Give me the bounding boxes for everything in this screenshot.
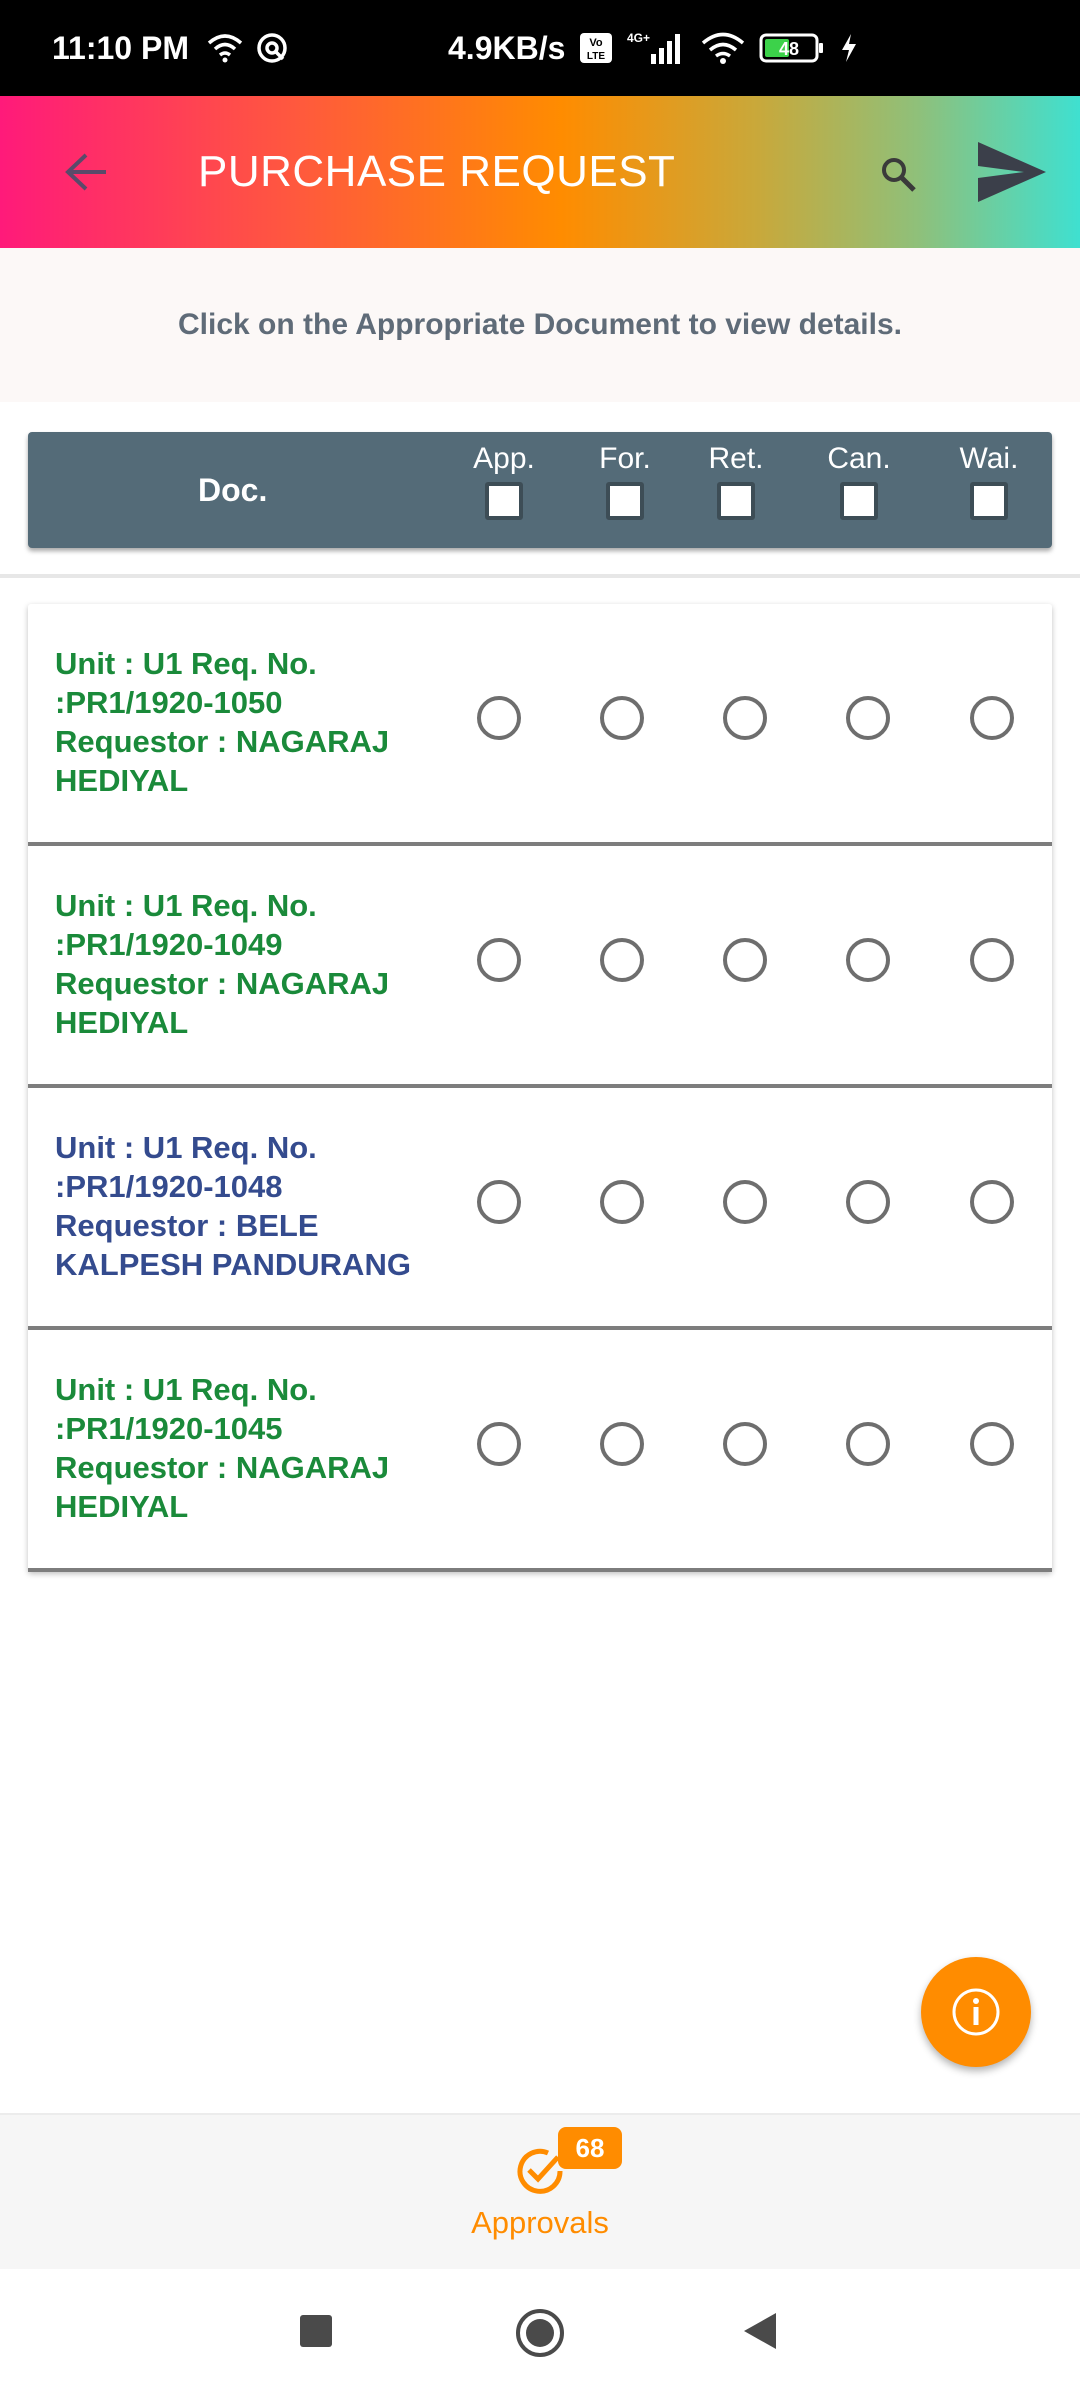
header-col-ret bbox=[691, 442, 781, 520]
page-title: PURCHASE REQUEST bbox=[198, 147, 676, 196]
wait-radio[interactable] bbox=[970, 1422, 1014, 1466]
cancel-radio[interactable] bbox=[846, 1422, 890, 1466]
return-radio[interactable] bbox=[723, 1422, 767, 1466]
triangle-back-icon bbox=[742, 2311, 778, 2351]
list-item[interactable] bbox=[28, 1330, 1052, 1572]
document-list bbox=[28, 604, 1052, 1572]
list-item[interactable] bbox=[28, 604, 1052, 846]
bottom-nav bbox=[0, 2113, 1080, 2269]
data-saver-icon bbox=[255, 31, 289, 65]
approve-radio[interactable] bbox=[477, 696, 521, 740]
select-all-wai-checkbox[interactable] bbox=[970, 482, 1008, 520]
approve-radio[interactable] bbox=[477, 938, 521, 982]
approve-radio[interactable] bbox=[477, 1180, 521, 1224]
header-col-label: Wai. bbox=[959, 442, 1019, 475]
svg-text:4G+: 4G+ bbox=[627, 31, 651, 45]
battery-icon bbox=[759, 31, 825, 65]
header-col-label: For. bbox=[599, 442, 651, 475]
send-button[interactable] bbox=[972, 132, 1052, 212]
return-radio[interactable] bbox=[723, 696, 767, 740]
document-summary[interactable]: Unit : U1 Req. No. :PR1/1920-1050 Requestor : NAGARAJ HEDIYAL bbox=[55, 646, 390, 798]
forward-radio[interactable] bbox=[600, 1180, 644, 1224]
header-col-label: Can. bbox=[827, 442, 891, 475]
cancel-radio[interactable] bbox=[846, 938, 890, 982]
select-all-for-checkbox[interactable] bbox=[606, 482, 644, 520]
return-radio[interactable] bbox=[723, 1180, 767, 1224]
header-col-for bbox=[580, 442, 670, 520]
signal-icon bbox=[627, 30, 687, 66]
header-col-label: Ret. bbox=[708, 442, 764, 475]
header-col-label: App. bbox=[473, 442, 535, 475]
search-icon bbox=[878, 154, 918, 194]
square-icon bbox=[299, 2314, 333, 2348]
svg-text:LTE: LTE bbox=[587, 51, 606, 62]
select-all-app-checkbox[interactable] bbox=[485, 482, 523, 520]
document-summary[interactable]: Unit : U1 Req. No. :PR1/1920-1045 Requestor : NAGARAJ HEDIYAL bbox=[55, 1372, 390, 1524]
recent-apps-button[interactable] bbox=[296, 2311, 336, 2351]
list-item[interactable] bbox=[28, 1088, 1052, 1330]
info-strip bbox=[0, 248, 1080, 402]
wait-radio[interactable] bbox=[970, 1180, 1014, 1224]
header-doc-label: Doc. bbox=[198, 471, 268, 508]
cancel-radio[interactable] bbox=[846, 696, 890, 740]
forward-radio[interactable] bbox=[600, 1422, 644, 1466]
wifi-icon bbox=[701, 32, 745, 64]
header-col-wai bbox=[944, 442, 1034, 520]
divider bbox=[0, 574, 1080, 578]
table-header bbox=[28, 432, 1052, 548]
status-time: 11:10 PM bbox=[52, 29, 189, 66]
app-bar bbox=[0, 96, 1080, 248]
header-col-app bbox=[459, 442, 549, 520]
info-fab-button[interactable] bbox=[921, 1957, 1031, 2067]
cancel-radio[interactable] bbox=[846, 1180, 890, 1224]
select-all-can-checkbox[interactable] bbox=[840, 482, 878, 520]
system-back-button[interactable] bbox=[740, 2311, 780, 2351]
document-summary[interactable]: Unit : U1 Req. No. :PR1/1920-1048 Requestor : BELE KALPESH PANDURANG bbox=[55, 1130, 411, 1282]
network-speed: 4.9KB/s bbox=[448, 29, 566, 66]
info-text: Click on the Appropriate Document to view details. bbox=[178, 308, 902, 341]
status-bar bbox=[0, 0, 1080, 96]
nav-label: Approvals bbox=[471, 2205, 609, 2240]
home-button[interactable] bbox=[514, 2307, 566, 2359]
list-item[interactable] bbox=[28, 846, 1052, 1088]
wait-radio[interactable] bbox=[970, 696, 1014, 740]
svg-text:48: 48 bbox=[779, 39, 800, 59]
svg-text:Vo: Vo bbox=[589, 37, 604, 49]
wifi-hotspot-icon bbox=[207, 33, 243, 63]
document-summary[interactable]: Unit : U1 Req. No. :PR1/1920-1049 Requestor : NAGARAJ HEDIYAL bbox=[55, 888, 390, 1040]
charging-icon bbox=[839, 32, 859, 64]
circle-icon bbox=[514, 2307, 566, 2359]
info-icon bbox=[950, 1986, 1002, 2038]
send-icon bbox=[976, 140, 1048, 204]
approvals-count-badge: 68 bbox=[558, 2127, 622, 2169]
header-col-can bbox=[814, 442, 904, 520]
back-button[interactable] bbox=[56, 142, 116, 202]
search-button[interactable] bbox=[870, 146, 926, 202]
return-radio[interactable] bbox=[723, 938, 767, 982]
forward-radio[interactable] bbox=[600, 938, 644, 982]
volte-icon bbox=[579, 32, 613, 64]
nav-item-approvals[interactable] bbox=[440, 2115, 640, 2271]
arrow-left-icon bbox=[64, 152, 108, 192]
forward-radio[interactable] bbox=[600, 696, 644, 740]
system-nav-bar bbox=[0, 2269, 1080, 2400]
wait-radio[interactable] bbox=[970, 938, 1014, 982]
approve-radio[interactable] bbox=[477, 1422, 521, 1466]
select-all-ret-checkbox[interactable] bbox=[717, 482, 755, 520]
